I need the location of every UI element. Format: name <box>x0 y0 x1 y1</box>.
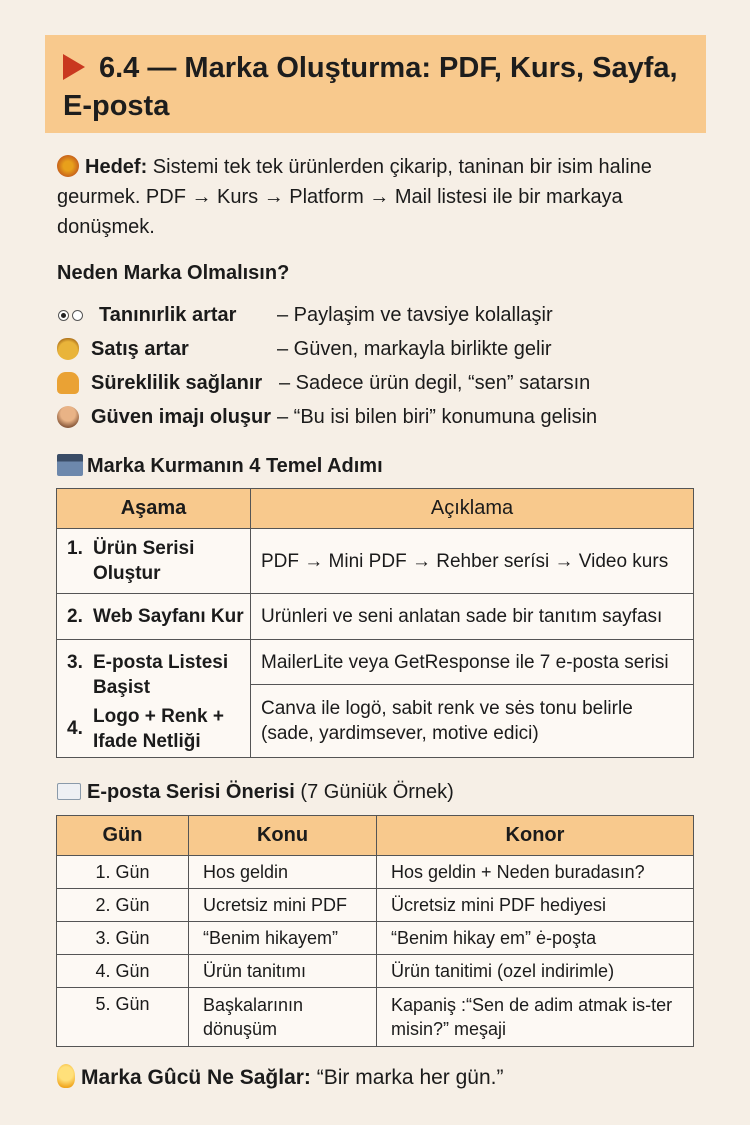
email-content: Hos geldin + Neden buradasın? <box>377 856 694 889</box>
why-item-desc: – “Bu isi bilen biri” konumuna gelisin <box>277 406 598 428</box>
email-heading <box>57 778 454 806</box>
email-content: Ürün tanitimi (ozel indirimle) <box>377 955 694 988</box>
money-bag-icon <box>57 338 79 360</box>
table-row <box>57 988 694 1047</box>
email-heading-note: (7 Güniük Örnek) <box>300 781 454 803</box>
step-desc: Canva ile logö, sabit renk ve sės tonu belirle (sade, yardimsever, motive edici) <box>251 685 694 758</box>
table-row <box>57 856 694 889</box>
bridge-icon <box>57 454 83 476</box>
step-number: 4. <box>67 718 83 739</box>
step-stage: Web Sayfanı Kur <box>93 606 244 627</box>
footer-label: Marka Gûcü Ne Sağlar: <box>81 1066 311 1089</box>
email-day: 3. Gün <box>57 922 189 955</box>
steps-heading-text: Marka Kurmanın 4 Temel Adımı <box>87 455 383 477</box>
email-col-topic: Konu <box>189 816 377 856</box>
step-desc: Urünleri ve seni anlatan sade bir tanıtım sayfası <box>251 594 694 640</box>
email-col-content: Konor <box>377 816 694 856</box>
goal-label: Hedef: <box>85 156 148 178</box>
email-content: “Benim hikay em” ė-poşta <box>377 922 694 955</box>
email-topic: Ucretsiz mini PDF <box>189 889 377 922</box>
email-topic: Başkalarının dönuşüm <box>189 988 377 1047</box>
email-topic: Hos geldin <box>189 856 377 889</box>
table-row <box>57 955 694 988</box>
email-day: 4. Gün <box>57 955 189 988</box>
why-item <box>57 298 717 332</box>
why-item-desc: – Paylaşim ve tavsiye kolallaşir <box>277 304 553 326</box>
why-item <box>57 332 717 366</box>
email-col-day: Gün <box>57 816 189 856</box>
steps-col-desc: Açıklama <box>251 489 694 529</box>
ribbon-icon <box>57 372 79 394</box>
table-row <box>57 640 694 685</box>
page-title <box>63 49 690 125</box>
step-stage: E-posta Listesi Başist <box>93 652 229 698</box>
email-topic: “Benim hikayem” <box>189 922 377 955</box>
step-number: 1. <box>67 538 83 559</box>
section-banner <box>45 35 706 133</box>
why-item-label: Güven imajı oluşur <box>91 406 272 428</box>
why-item-desc: – Güven, markayla birlikte gelir <box>277 338 552 360</box>
why-item-label: Satış artar <box>91 338 189 360</box>
footer-text: “Bir marka her gün.” <box>316 1066 504 1089</box>
email-day: 5. Gün <box>57 988 189 1047</box>
steps-col-stage: Aşama <box>57 489 251 529</box>
email-topic: Ürün tanitımı <box>189 955 377 988</box>
email-heading-text: E-posta Serisi Önerisi <box>87 781 295 803</box>
why-item-label: Süreklilik sağlanır <box>91 372 263 394</box>
step-desc: PDF → Mini PDF → Rehber serísi → Video kurs <box>251 529 694 594</box>
page-title-text: 6.4 — Marka Oluşturma: PDF, Kurs, Sayfa, E-posta <box>63 52 678 122</box>
step-number: 2. <box>67 606 83 627</box>
target-icon <box>57 155 79 177</box>
table-row <box>57 594 694 640</box>
email-day: 2. Gün <box>57 889 189 922</box>
table-row <box>57 529 694 594</box>
step-number: 3. <box>67 652 83 673</box>
email-day: 1. Gün <box>57 856 189 889</box>
step-desc: MailerLite veya GetResponse ile 7 e-posta serisi <box>251 640 694 685</box>
lightbulb-icon <box>57 1064 75 1088</box>
email-content: Ücretsiz mini PDF hediyesi <box>377 889 694 922</box>
table-row <box>57 922 694 955</box>
why-heading: Neden Marka Olmalısın? <box>57 262 290 284</box>
goal-text: Sistemi tek tek ürünlerden çikarip, taninan bir isim haline geurmek. PDF → Kurs → Platform → Mail listesi ile bir markaya donüşmek. <box>57 156 652 238</box>
why-item <box>57 366 717 400</box>
step-stage: Logo + Renk + Ifade Netliği <box>93 706 224 752</box>
goal-paragraph <box>57 152 707 242</box>
play-triangle-icon <box>63 54 85 80</box>
why-item-label: Tanınırlik artar <box>99 304 237 326</box>
person-icon <box>57 406 79 428</box>
eyes-icon <box>57 304 87 326</box>
table-row <box>57 889 694 922</box>
steps-heading <box>57 452 383 480</box>
step-stage: Ürün Serisi Oluştur <box>93 538 195 584</box>
envelope-icon <box>57 783 81 800</box>
steps-table <box>56 488 694 758</box>
email-table <box>56 815 694 1047</box>
footer-note <box>57 1063 504 1093</box>
why-list <box>57 298 717 434</box>
why-item <box>57 400 717 434</box>
why-item-desc: – Sadece ürün degil, “sen” satarsın <box>279 372 591 394</box>
email-content: Kapaniş :“Sen de adim atmak is-ter misin?” meşaji <box>377 988 694 1047</box>
